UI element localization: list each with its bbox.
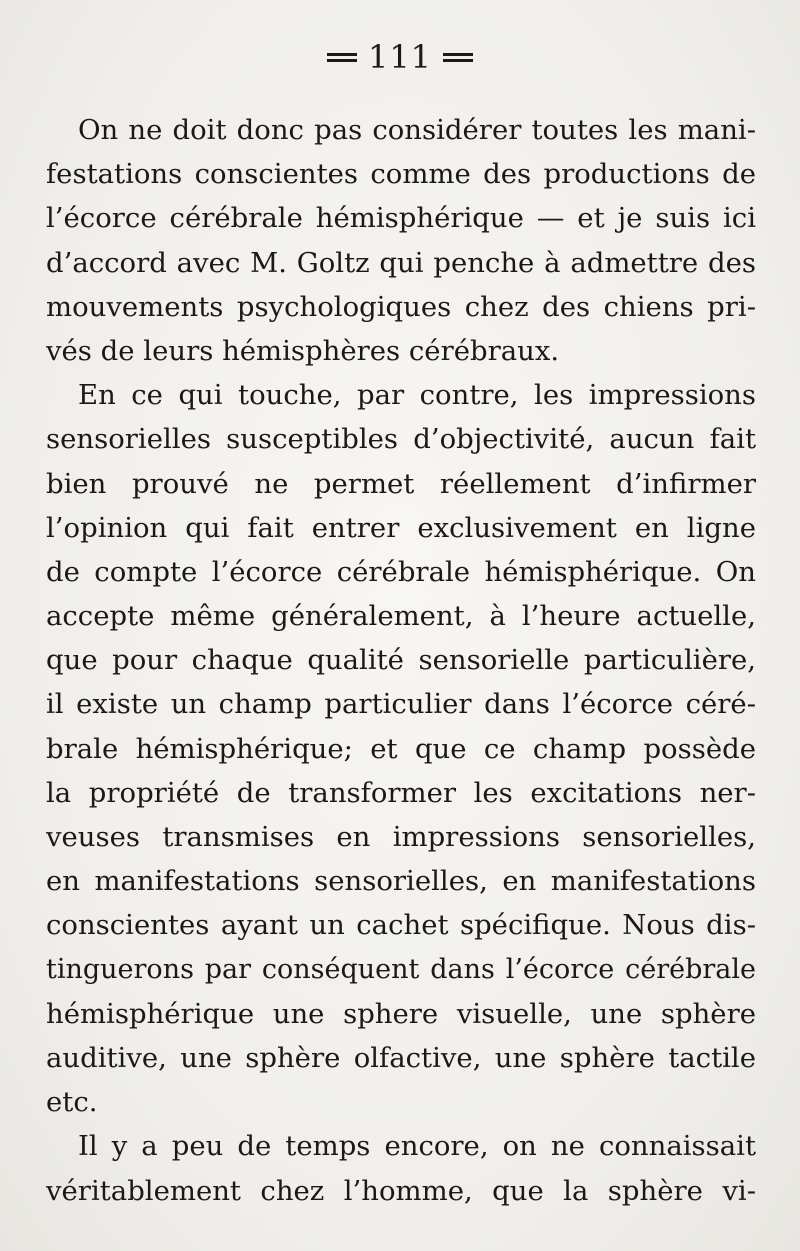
text-line: hémisphérique une sphere visuelle, une sphère (46, 997, 756, 1030)
text-line: etc. (46, 1086, 98, 1119)
text-line: tinguerons par conséquent dans l’écorce cérébrale (46, 953, 756, 985)
header-rule-right (443, 50, 473, 65)
text-line: il existe un champ particulier dans l’écorce céré- (46, 688, 756, 721)
text-line: brale hémisphérique; et que ce champ possède (46, 732, 756, 765)
page-number: 111 (367, 38, 433, 76)
text-line: Il y a peu de temps encore, on ne connaissait (78, 1130, 756, 1163)
text-line: l’écorce cérébrale hémisphérique — et je suis ici (46, 202, 756, 235)
text-line: sensorielles susceptibles d’objectivité, aucun fait (46, 423, 756, 456)
text-line: bien prouvé ne permet réellement d’infirmer (46, 467, 756, 500)
text-line: conscientes ayant un cachet spécifique. Nous dis- (46, 909, 756, 942)
text-line: en manifestations sensorielles, en manifestations (46, 865, 756, 898)
text-line: de compte l’écorce cérébrale hémisphérique. On (46, 555, 756, 588)
text-line: véritablement chez l’homme, que la sphère vi- (46, 1174, 756, 1207)
text-line: accepte même généralement, à l’heure actuelle, (46, 600, 756, 633)
body-text (46, 108, 756, 1213)
text-line: On ne doit donc pas considérer toutes les mani- (78, 114, 756, 146)
text-line: veuses transmises en impressions sensorielles, (46, 821, 756, 853)
text-line: vés de leurs hémisphères cérébraux. (46, 334, 560, 367)
header-rule-left (327, 50, 357, 65)
page-header (0, 38, 800, 76)
text-line: mouvements psychologiques chez des chiens pri- (46, 290, 756, 323)
text-line: la propriété de transformer les excitations ner- (46, 776, 756, 809)
text-line: que pour chaque qualité sensorielle particulière, (46, 644, 756, 677)
text-line: auditive, une sphère olfactive, une sphère tactile (46, 1041, 756, 1074)
text-line: l’opinion qui fait entrer exclusivement en ligne (46, 511, 756, 544)
text-line: En ce qui touche, par contre, les impressions (78, 379, 756, 412)
text-line: d’accord avec M. Goltz qui penche à admettre des (46, 246, 756, 279)
text-line: festations conscientes comme des productions de (46, 158, 756, 191)
